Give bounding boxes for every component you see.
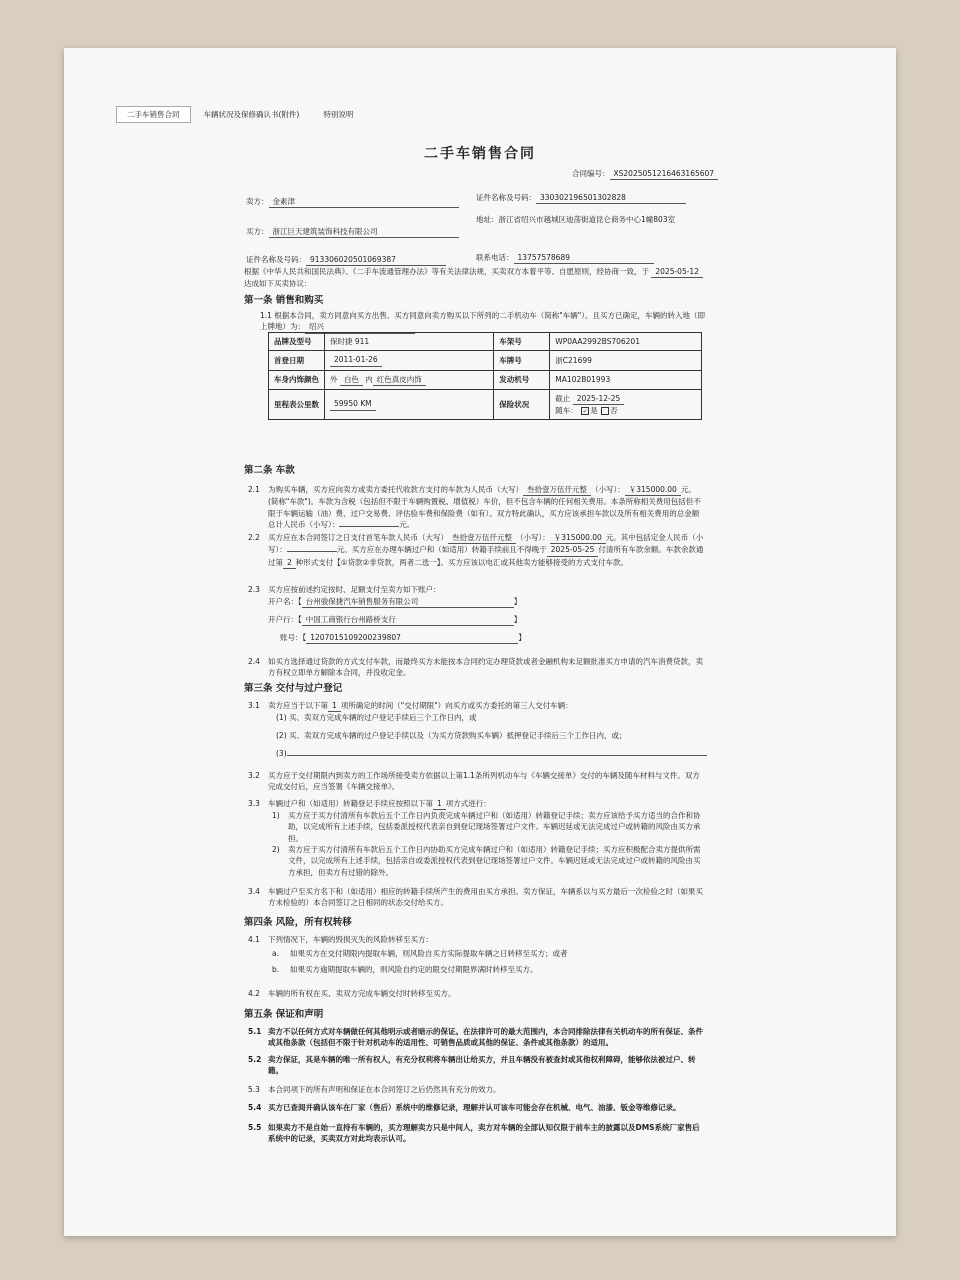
clause-5-2: 卖方保证，其是车辆的唯一所有权人，有充分权利将车辆出让给买方，并且车辆没有被查封或其他权利障碍，能够依法被过户、转籍。: [268, 1055, 696, 1076]
clause-5-4-num: 5.4: [248, 1103, 262, 1112]
vin-value: WP0AA2992BS706201: [550, 333, 702, 351]
tab-contract[interactable]: 二手车销售合同: [116, 106, 191, 123]
clause-3-3-1-num: 1): [272, 811, 280, 820]
clause-3-1-b: (2) 买、卖双方完成车辆的过户登记手续以及（为买方贷款购买车辆）抵押登记手续后三个工作日内，或；: [276, 731, 627, 740]
clause-3-2-num: 3.2: [248, 771, 260, 780]
buyer-row: 买方： 浙江巨天建筑装饰科技有限公司: [246, 226, 459, 238]
brand-label: 品牌及型号: [269, 333, 325, 351]
clause-2-3: 买方应按前述约定按时、足额支付至卖方如下账户：: [268, 585, 441, 594]
account-name-row: 开户名：【 台州骏保捷汽车销售服务有限公司 】: [268, 596, 521, 608]
plate-label: 车牌号: [494, 351, 550, 370]
clause-3-3-1: 买方应于买方付清所有车款后五个工作日内负责完成车辆过户和（如适用）转籍登记手续；卖方应该给予买方适当的合作和协助，以完成所有上述手续，包括委派授权代表亲自到登记现场签署过户文件。车辆迟延或无法完成过户或转籍的风险由买方承担。: [288, 811, 701, 843]
phone-row: 联系电话： 13757578689: [476, 252, 654, 264]
reg-date-label: 首登日期: [269, 351, 325, 370]
section-2-title: 第二条 车款: [244, 465, 295, 476]
clause-2-3-num: 2.3: [248, 585, 260, 594]
plate-value: 浙C21699: [550, 351, 702, 370]
seller-row: 卖方： 金素津: [246, 196, 459, 208]
clause-5-1-num: 5.1: [248, 1027, 262, 1036]
odometer-label: 里程表公里数: [269, 389, 325, 420]
buyer-address-row: 地址：浙江省绍兴市越城区迪荡街道昆仑商务中心1幢803室: [476, 215, 676, 224]
clause-4-1-b: 如果买方逾期提取车辆的，则风险自约定的限交付期限界满时转移至买方。: [290, 965, 538, 974]
brand-value: 保时捷 911: [325, 333, 494, 351]
bank-row: 开户行：【 中国工商银行台州路桥支行 】: [268, 614, 521, 626]
reg-date-value: 2011-01-26: [325, 351, 494, 370]
section-3-title: 第三条 交付与过户登记: [244, 683, 343, 694]
clause-3-3-2-num: 2): [272, 845, 280, 854]
contract-paper: [64, 48, 896, 1236]
intro-text: 根据《中华人民共和国民法典》、《二手车流通管理办法》等有关法律法规，买卖双方本着平等、自愿原则，经协商一致，于 2025-05-12 达成如下买卖协议：: [244, 266, 704, 290]
clause-4-1-num: 4.1: [248, 935, 260, 944]
clause-4-2-num: 4.2: [248, 989, 260, 998]
tab-special-notes[interactable]: 特别说明: [323, 110, 354, 119]
page-title: 二手车销售合同: [424, 146, 536, 162]
clause-5-4: 买方已查阅并确认该车在厂家（售后）系统中的维修记录，理解并认可该车可能会存在机械、电气、油漆、钣金等维修记录。: [268, 1103, 681, 1112]
clause-3-1-num: 3.1: [248, 701, 260, 710]
tab-bar: [116, 106, 366, 123]
clause-3-1: 卖方应当于以下第 1 项所确定的时间（"交付期限"）向买方或买方委托的第三人交付车辆：: [268, 700, 706, 712]
clause-5-2-num: 5.2: [248, 1055, 262, 1064]
clause-5-5-num: 5.5: [248, 1123, 262, 1132]
account-no-row: 账号：【 1207015109200239807 】: [268, 632, 526, 644]
insurance-value: 截止 2025-12-25 随车： ✓ 是 否: [550, 389, 702, 420]
clause-2-1: 为购买车辆，买方应向卖方或卖方委托代收款方支付的车款为人民币（大写） 叁拾壹万伍仟元整 （小写）： ￥315000.00 元。(简称"车款")。车款为含税（包括但不限于车辆购置税、增值税）车价，但不包含车辆的任何相关费用。本条所称相关费用包括但不限于车辆运输（油）费、过户交易费、评估验车费和保险费（如有）。双方特此确认，买方应该承担车款以及所有相关费用的总金额总计人民币（小写）： 元。: [268, 485, 701, 529]
section-4-title: 第四条 风险，所有权转移: [244, 917, 352, 928]
odometer-value: 59950 KM: [325, 389, 494, 420]
clause-4-1-b-num: b.: [272, 965, 280, 974]
clause-3-1-c: (3): [276, 748, 707, 759]
with-car-no-checkbox[interactable]: [601, 407, 609, 415]
clause-1-1: 1.1 根据本合同，卖方同意向买方出售、买方同意向卖方购买以下所列的二手机动车（简称"车辆"）。且买方已确定，车辆的转入地（即上牌地）为： 绍兴: [260, 310, 706, 334]
clause-5-3-num: 5.3: [248, 1085, 260, 1094]
tab-vehicle-condition[interactable]: 车辆状况及保修确认书(附件): [203, 110, 300, 119]
clause-2-4: 如买方选择通过贷款的方式支付车款，而最终买方未能按本合同约定办理贷款或者金融机构未足额批准买方申请的汽车消费贷款，卖方有权立即单方解除本合同，并没收定金。: [268, 657, 703, 678]
clause-5-3: 本合同项下的所有声明和保证在本合同签订之后仍然具有充分的效力。: [268, 1085, 501, 1094]
engine-value: MA102B01993: [550, 370, 702, 389]
clause-4-1: 下列情况下，车辆的毁损灭失的风险转移至买方：: [268, 935, 433, 944]
clause-3-4: 车辆过户至买方名下和（如适用）相应的转籍手续所产生的费用由买方承担。卖方保证，车辆系以与买方最后一次检验之时（如果买方未检验的）本合同签订之日相同的状态交付给买方。: [268, 887, 703, 908]
clause-2-2-num: 2.2: [248, 533, 260, 542]
clause-2-1-num: 2.1: [248, 485, 260, 494]
clause-2-4-num: 2.4: [248, 657, 260, 666]
clause-5-5: 如果卖方不是自始一直持有车辆的，买方理解卖方只是中间人，卖方对车辆的全部认知仅限于前车主的披露以及DMS系统厂家售后系统中的记录，买卖双方对此均表示认可。: [268, 1123, 700, 1144]
clause-2-2: 买方应在本合同签订之日支付首笔车款人民币（大写） 叁拾壹万伍仟元整 （小写）： ￥315000.00 元。其中包括定金人民币（小写）： 元。买方应在办理车辆过户和（如适用）转籍手续前且不得晚于 2025-05-25 付清所有车款余额。车款余款通过第 2 种形式支付【①贷款②非贷款，两者二选一】。买方应该以电汇或其他卖方能够接受的方式支付车款。: [268, 532, 706, 569]
insurance-label: 保险状况: [494, 389, 550, 420]
clause-3-1-a: (1) 买、卖双方完成车辆的过户登记手续后三个工作日内，或: [276, 713, 477, 722]
seller-id-row: 证件名称及号码： 330302196501302828: [476, 192, 686, 204]
color-value: 外 白色 内 红色真皮内饰: [325, 370, 494, 389]
clause-3-3: 车辆过户和（如适用）转籍登记手续应按照以下第 1 项方式进行：: [268, 798, 706, 810]
clause-5-1: 卖方不以任何方式对车辆做任何其他明示或者暗示的保证。在法律许可的最大范围内，本合同排除法律有关机动车的所有保证、条件或其他条款（包括但不限于针对机动车的适用性、可销售品质或其他的保证、条件或其他条款）的适用。: [268, 1027, 703, 1048]
color-label: 车身内饰颜色: [269, 370, 325, 389]
vin-label: 车架号: [494, 333, 550, 351]
clause-4-1-a: 如果买方在交付期限内提取车辆，则风险自买方实际提取车辆之日转移至买方；或者: [290, 949, 568, 958]
vehicle-table: [268, 332, 702, 420]
section-1-title: 第一条 销售和购买: [244, 295, 324, 306]
contract-no: 合同编号： XS2025051216463165607: [572, 168, 718, 180]
section-5-title: 第五条 保证和声明: [244, 1009, 324, 1020]
clause-3-3-num: 3.3: [248, 799, 260, 808]
clause-3-2: 买方应于交付期限内到卖方的工作场所接受卖方依据以上第1.1条所列机动车与《车辆交接单》交付的车辆及随车材料与文件。双方完成交付后，应当签署《车辆交接单》。: [268, 771, 700, 792]
buyer-id-row: 证件名称及号码： 91330602050106938​7: [246, 254, 446, 266]
engine-label: 发动机号: [494, 370, 550, 389]
clause-3-3-2: 卖方应于买方付清所有车款后五个工作日内协助买方完成车辆过户和（如适用）转籍登记手续；买方应积极配合卖方提供所需文件，以完成所有上述手续，包括亲自或委派授权代表到登记现场签署过户文件。车辆迟延或无法完成过户或转籍的风险由买方承担，但卖方有过错的除外。: [288, 845, 701, 877]
clause-4-2: 车辆的所有权在买、卖双方完成车辆交付时转移至买方。: [268, 989, 456, 998]
clause-3-4-num: 3.4: [248, 887, 260, 896]
with-car-yes-checkbox[interactable]: ✓: [582, 408, 588, 415]
clause-4-1-a-num: a.: [272, 949, 279, 958]
